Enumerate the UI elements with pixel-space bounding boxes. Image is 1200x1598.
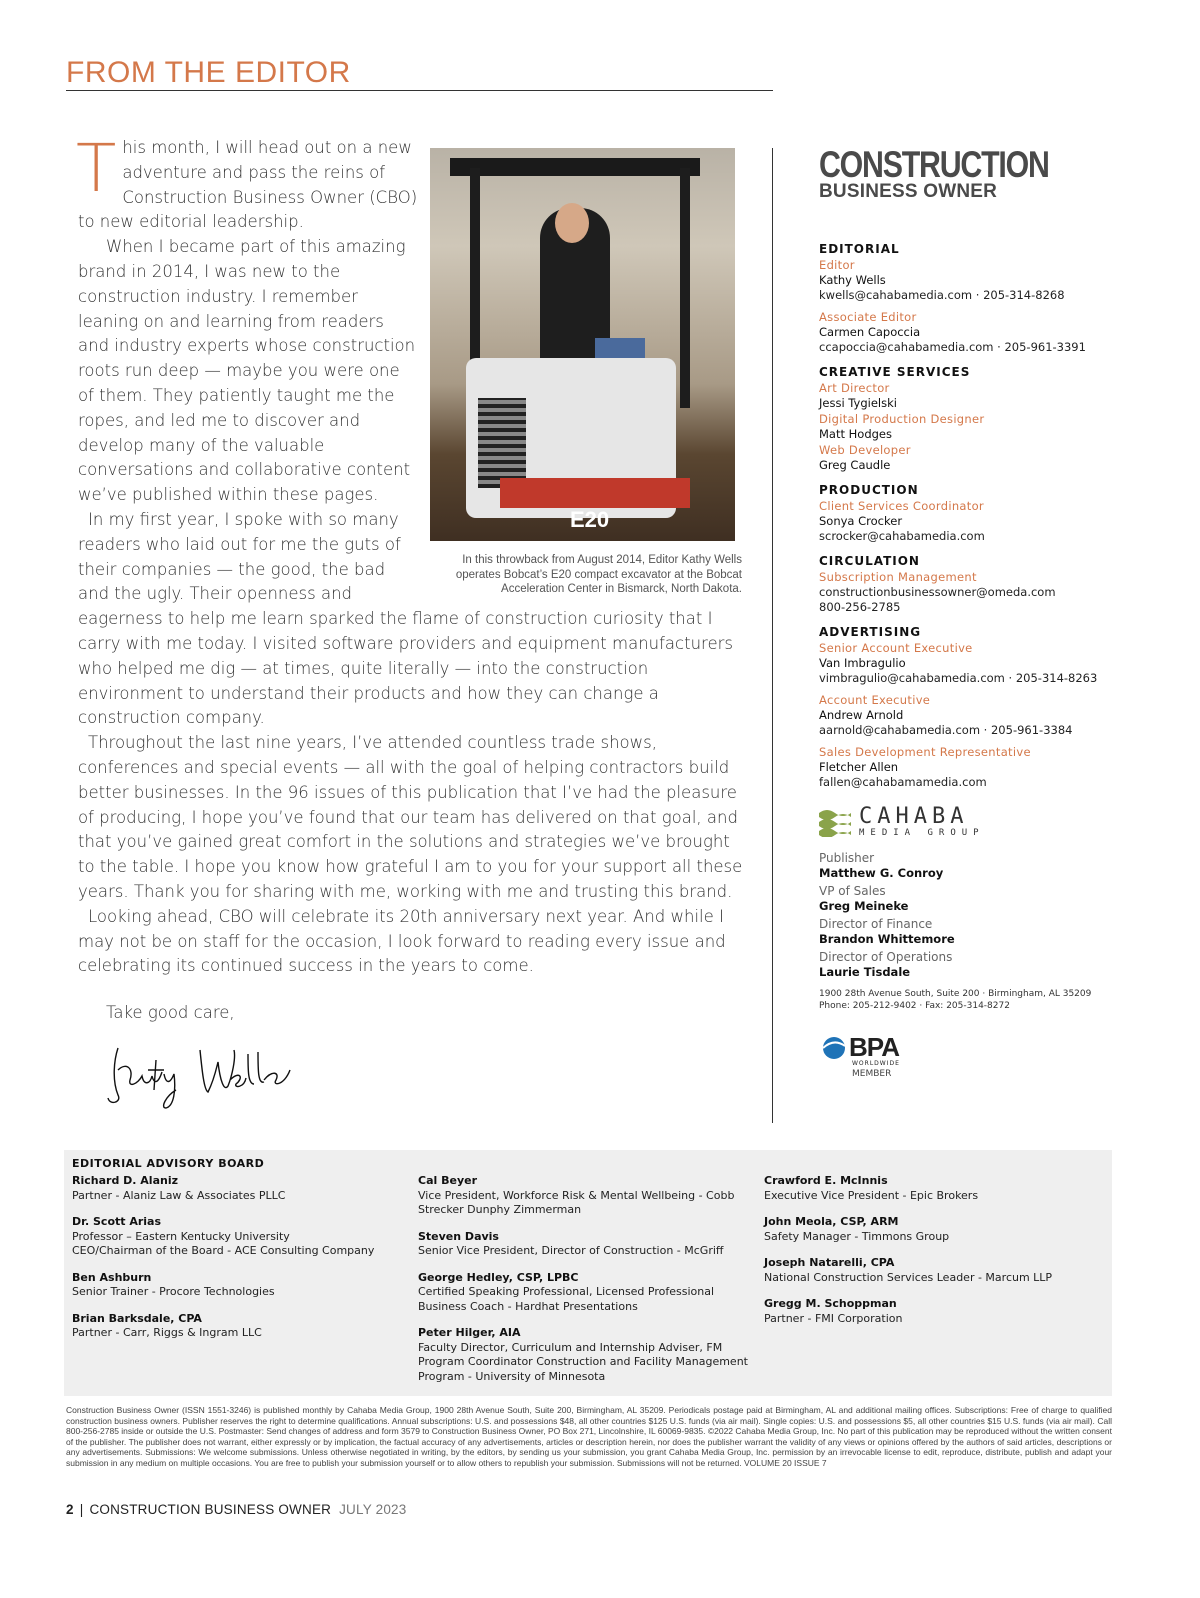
page-footer	[66, 1502, 406, 1517]
board-member-title: Certified Speaking Professional, Licensed Professional Business Coach - Hardhat Presentations	[418, 1285, 715, 1313]
staff-role: Sales Development Representative	[819, 745, 1031, 759]
footer-separator: |	[79, 1502, 84, 1517]
paragraph-5: Looking ahead, CBO will celebrate its 20th anniversary next year. And while I may not be on staff for the occasion, I look forward to reading every issue and celebrating its continued success in the years to come.	[78, 906, 726, 976]
staff-name: Van Imbragulio	[819, 656, 906, 670]
board-member	[764, 1297, 1104, 1326]
staff-contact: fallen@cahabamamedia.com	[819, 775, 987, 789]
publisher-list	[819, 851, 1109, 980]
board-member-name: Steven Davis	[418, 1229, 499, 1243]
cahaba-subtitle: MEDIA GROUP	[859, 828, 985, 838]
masthead-sections	[819, 242, 1109, 790]
staff-name: Carmen Capoccia	[819, 325, 921, 339]
footer-month: JULY 2023	[339, 1502, 407, 1517]
column-divider	[772, 148, 773, 1123]
publisher-role: Director of Finance	[819, 917, 933, 931]
staff-role: Client Services Coordinator	[819, 499, 984, 513]
board-member	[418, 1230, 758, 1259]
staff-name: Sonya Crocker	[819, 514, 903, 528]
board-member	[764, 1256, 1104, 1285]
paragraph-3: In my first year, I spoke with so many readers who laid out for me the guts of their companies — the good, the bad and the ugly. Their openness and eagerness to help me learn sparked the flame of construction curiosity that I carry with me today. I visited software providers and equipment manufacturers who helped me dig — at times, quite literally — into the construction environment to understand their products and how they can change a construction company.	[78, 509, 733, 728]
bpa-logo	[819, 1034, 909, 1080]
board-member-title: Professor – Eastern Kentucky University CEO/Chairman of the Board - ACE Consulting Company	[72, 1229, 375, 1257]
board-member-name: Peter Hilger, AIA	[418, 1326, 521, 1339]
cbo-logo-line2: BUSINESS OWNER	[819, 181, 998, 202]
bpa-wordmark: BPA	[849, 1032, 899, 1062]
board-member-title: Partner - FMI Corporation	[764, 1311, 903, 1325]
advisory-board	[64, 1150, 1112, 1396]
phone-line: Phone: 205-212-9402 · Fax: 205-314-8272	[819, 1001, 1010, 1011]
publisher-name: Greg Meineke	[819, 899, 909, 913]
photo-block	[430, 148, 746, 597]
board-title: EDITORIAL ADVISORY BOARD	[72, 1157, 265, 1170]
board-member	[764, 1215, 1104, 1244]
board-member-name: Richard D. Alaniz	[72, 1174, 178, 1187]
board-member	[418, 1271, 758, 1315]
staff-contact: aarnold@cahabamedia.com · 205-961-3384	[819, 723, 1073, 737]
staff-name: Fletcher Allen	[819, 760, 899, 774]
masthead-section-heading: CREATIVE SERVICES	[819, 365, 971, 379]
board-member-title: National Construction Services Leader - Marcum LLP	[764, 1270, 1053, 1284]
board-member-title: Senior Trainer - Procore Technologies	[72, 1285, 275, 1298]
cahaba-wordmark: CAHABA	[859, 804, 969, 829]
masthead-section-heading: PRODUCTION	[819, 483, 919, 497]
staff-name: Greg Caudle	[819, 458, 891, 472]
board-member	[418, 1326, 758, 1384]
bpa-globe-icon	[819, 1034, 849, 1060]
excavator-grille	[478, 398, 526, 488]
bpa-subtitle: WORLDWIDE	[852, 1060, 900, 1067]
publisher-role: Director of Operations	[819, 950, 953, 964]
staff-contact: scrocker@cahabamedia.com	[819, 529, 985, 543]
excavator-photo	[430, 148, 735, 541]
board-column-3	[764, 1174, 1104, 1338]
board-member-name: Gregg M. Schoppman	[764, 1297, 897, 1310]
staff-name: Jessi Tygielski	[819, 396, 897, 410]
staff-role: Associate Editor	[819, 310, 917, 324]
staff-contact: vimbragulio@cahabamedia.com · 205-314-8263	[819, 671, 1098, 685]
publisher-role: VP of Sales	[819, 884, 886, 898]
signature-image	[104, 1040, 294, 1114]
publisher-name: Laurie Tisdale	[819, 965, 911, 979]
staff-role: Editor	[819, 258, 855, 272]
board-member-name: Cal Beyer	[418, 1174, 477, 1187]
masthead-section-heading: EDITORIAL	[819, 242, 900, 256]
publisher-name: Brandon Whittemore	[819, 932, 955, 946]
masthead-section-heading: ADVERTISING	[819, 625, 922, 639]
board-member	[764, 1174, 1104, 1203]
excavator-stripe	[500, 478, 690, 508]
publisher-role: Publisher	[819, 851, 875, 865]
staff-name: Andrew Arnold	[819, 708, 904, 722]
address-line: 1900 28th Avenue South, Suite 200 · Birmingham, AL 35209	[819, 989, 1092, 999]
bpa-member-label: MEMBER	[852, 1069, 892, 1079]
legal-notice: Construction Business Owner (ISSN 1551-3246) is published monthly by Cahaba Media Group, 1900 28th Avenue South, Suite 200, Birmingham, AL 35209. Periodicals postage paid at Birmingham, AL and additional mailing offices. Subscriptions: Free of charge to qualified construction business owners. Publisher reserves the right to determine qualifications. Annual subscriptions: U.S. and possessions $48, all other countries $125 U.S. funds (via air mail). Single copies: U.S. and possessions $5, all other countries $15 U.S. funds (via air mail). Call 800-256-2785 inside or outside the U.S. Postmaster: Send changes of address and form 3579 to Construction Business Owner, PO Box 271, Lincolnshire, IL 60069-9835. ©2022 Cahaba Media Group, Inc. No part of this publication may be reproduced without the written consent of the publisher. The publisher does not warrant, either expressly or by implication, the factual accuracy of any advertisements, articles or description herein, nor does the publisher warrant the validity of any views or opinions offered by the authors of said articles, descriptions or any advertisements. Submissions: We welcome submissions. Unless otherwise negotiated in writing, by the editors, by sending us your submission, you grant Cahaba Media Group, Inc. permission by an irrevocable license to edit, reproduce, distribute, publish and adapt your submission in any medium on multiple occasions. You are free to publish your submission yourself or to allow others to republish your submission. Submissions will not be returned. VOLUME 20 ISSUE 7	[66, 1405, 1112, 1468]
masthead-section-heading: CIRCULATION	[819, 554, 920, 568]
operator-face	[555, 203, 589, 243]
staff-contact: kwells@cahabamedia.com · 205-314-8268	[819, 288, 1065, 302]
board-member-name: Dr. Scott Arias	[72, 1215, 162, 1228]
board-member	[72, 1174, 412, 1203]
board-member-title: Safety Manager - Timmons Group	[764, 1229, 950, 1243]
canopy-post-right	[680, 168, 690, 408]
board-member	[418, 1174, 758, 1218]
paragraph-1-text: his month, I will head out on a new adventure and pass the reins of Construction Business Owner (CBO) to new editorial leadership.	[78, 138, 418, 232]
board-member-title: Executive Vice President - Epic Brokers	[764, 1188, 979, 1202]
signoff: Take good care,	[106, 1003, 235, 1023]
board-member-title: Senior Vice President, Director of Construction - McGriff	[418, 1244, 724, 1257]
staff-name: Matt Hodges	[819, 427, 892, 441]
staff-contact: constructionbusinessowner@omeda.com	[819, 585, 1056, 599]
page-number: 2	[66, 1502, 74, 1517]
board-member-name: George Hedley, CSP, LPBC	[418, 1270, 579, 1284]
board-member	[72, 1215, 412, 1259]
staff-role: Account Executive	[819, 693, 931, 707]
board-member-name: Crawford E. McInnis	[764, 1174, 888, 1187]
drop-cap: T	[76, 130, 117, 207]
board-member-title: Vice President, Workforce Risk & Mental Wellbeing - Cobb Strecker Dunphy Zimmerman	[418, 1188, 735, 1216]
staff-contact: ccapoccia@cahabamedia.com · 205-961-3391	[819, 340, 1086, 354]
cbo-logo-line1: CONSTRUCTION	[819, 144, 1049, 185]
staff-role: Web Developer	[819, 443, 911, 457]
board-member	[72, 1312, 412, 1341]
board-column-2	[418, 1174, 758, 1396]
staff-name: Kathy Wells	[819, 273, 886, 287]
board-member-name: John Meola, CSP, ARM	[764, 1215, 899, 1228]
cahaba-waves-icon	[819, 807, 853, 837]
board-member-title: Partner - Carr, Riggs & Ingram LLC	[72, 1326, 262, 1339]
photo-caption: In this throwback from August 2014, Editor Kathy Wells operates Bobcat’s E20 compact excavator at the Bobcat Acceleration Center in Bismarck, North Dakota.	[455, 554, 742, 595]
staff-role: Senior Account Executive	[819, 641, 973, 655]
canopy-shape	[450, 158, 700, 176]
section-title: FROM THE EDITOR	[66, 56, 351, 89]
editor-letter	[76, 130, 746, 1026]
cahaba-logo	[819, 806, 1109, 838]
staff-role: Subscription Management	[819, 570, 977, 584]
staff-phone: 800-256-2785	[819, 600, 901, 614]
board-member-name: Brian Barksdale, CPA	[72, 1311, 202, 1325]
paragraph-4: Throughout the last nine years, I’ve attended countless trade shows, conferences and special events — all with the goal of helping contractors build better businesses. In the 96 issues of this publication that I’ve had the pleasure of producing, I hope you’ve found that our team has delivered on that goal, and that you’ve gained great comfort in the solutions and strategies we’ve brought to the table. I hope you know how grateful I am to you for your support all these years. Thank you for sharing with me, working with me and trusting this brand.	[78, 733, 743, 901]
board-member-name: Ben Ashburn	[72, 1270, 152, 1284]
board-member-title: Partner - Alaniz Law & Associates PLLC	[72, 1188, 286, 1202]
board-column-1	[72, 1174, 412, 1353]
staff-role: Digital Production Designer	[819, 412, 985, 426]
board-member-title: Faculty Director, Curriculum and Internship Adviser, FM Program Coordinator Construction and Facility Management Program - University of Minnesota	[418, 1340, 748, 1383]
paragraph-2: When I became part of this amazing brand in 2014, I was new to the construction industry. I remember leaning on and learning from readers and industry experts whose construction roots run deep — maybe you were one of them. They patiently taught me the ropes, and led me to discover and develop many of the valuable conversations and collaborative content we’ve published within these pages.	[78, 237, 416, 505]
section-header	[66, 56, 773, 91]
board-member	[72, 1271, 412, 1300]
masthead	[819, 144, 1109, 1080]
footer-publication: CONSTRUCTION BUSINESS OWNER	[89, 1502, 332, 1517]
board-member-name: Joseph Natarelli, CPA	[764, 1256, 895, 1269]
staff-role: Art Director	[819, 381, 890, 395]
excavator-label: E20	[570, 507, 610, 532]
publisher-name: Matthew G. Conroy	[819, 866, 944, 880]
